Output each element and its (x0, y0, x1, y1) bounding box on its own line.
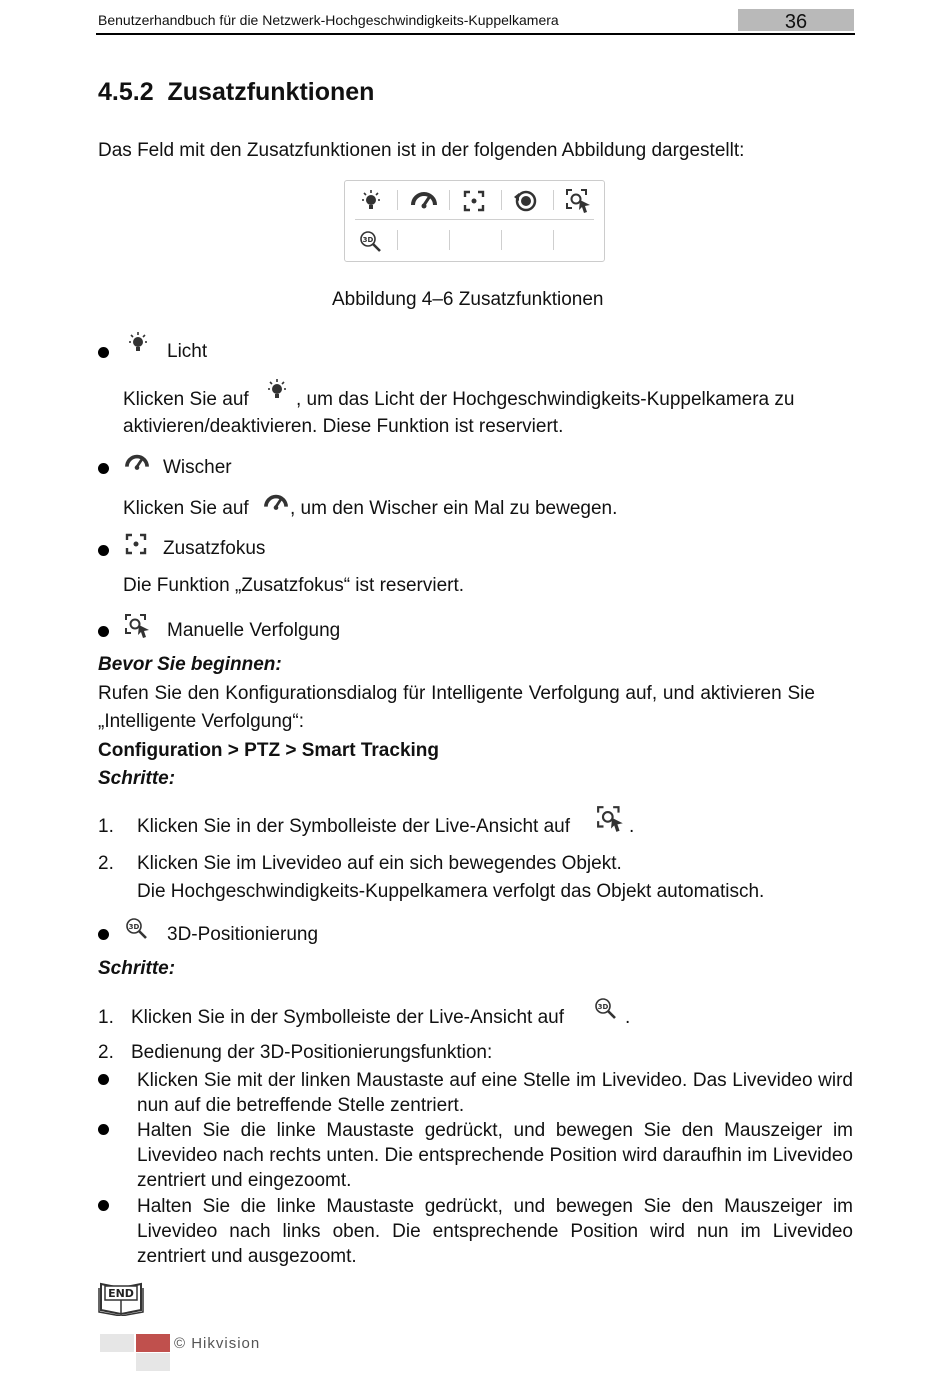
footer-copyright: © Hikvision (174, 1335, 261, 1352)
wischer-text-before: Klicken Sie auf (123, 498, 249, 519)
page-number: 36 (784, 11, 808, 33)
light-icon (126, 331, 150, 355)
footer-decoration (136, 1334, 170, 1352)
footer-decoration (100, 1334, 134, 1352)
figure-caption: Abbildung 4–6 Zusatzfunktionen (332, 289, 604, 310)
svg-text:END: END (108, 1287, 134, 1300)
bullet (98, 1074, 109, 1085)
step-text: Klicken Sie im Livevideo auf ein sich bewegendes Objekt. (137, 853, 622, 874)
light-icon[interactable] (359, 189, 383, 213)
licht-text-after: , um das Licht der Hochgeschwindigkeits-Kuppelkamera zu (296, 389, 795, 410)
before-text-line1: Rufen Sie den Konfigurationsdialog für Intelligente Verfolgung auf, und aktivieren Sie (98, 683, 815, 704)
section-number: 4.5.2 (98, 78, 154, 106)
step-text: Klicken Sie in der Symbolleiste der Live-Ansicht auf (131, 1007, 564, 1028)
section-title: Zusatzfunktionen (167, 78, 375, 106)
step-text: Klicken Sie in der Symbolleiste der Live-Ansicht auf (137, 816, 570, 837)
step-end: . (629, 816, 635, 837)
bullet (98, 626, 109, 637)
before-text-line2: „Intelligente Verfolgung“: (98, 711, 304, 732)
step-end: . (625, 1007, 631, 1028)
step-number: 1. (98, 1007, 114, 1028)
lens-init-icon[interactable] (512, 188, 538, 214)
bullet (98, 545, 109, 556)
light-icon (265, 378, 289, 402)
section-heading (98, 78, 374, 107)
svg-text:3D: 3D (362, 236, 374, 244)
menu-path: Configuration > PTZ > Smart Tracking (98, 740, 439, 761)
wischer-text-after: , um den Wischer ein Mal zu bewegen. (290, 498, 618, 519)
zusatzfokus-text: Die Funktion „Zusatzfokus“ ist reserviert. (123, 575, 465, 596)
step-number: 2. (98, 1042, 114, 1063)
3d-positioning-icon (125, 917, 149, 941)
step-text: Bedienung der 3D-Positionierungsfunktion: (131, 1042, 493, 1063)
section-intro: Das Feld mit den Zusatzfunktionen ist in der folgenden Abbildung dargestellt: (98, 140, 745, 161)
steps-heading: Schritte: (98, 768, 176, 789)
zusatzfokus-label: Zusatzfokus (163, 538, 266, 559)
bullet (98, 1124, 109, 1135)
wiper-icon[interactable] (411, 189, 437, 213)
before-you-begin-heading: Bevor Sie beginnen: (98, 654, 282, 675)
licht-label: Licht (167, 341, 208, 362)
steps-heading: Schritte: (98, 958, 176, 979)
list-item: Halten Sie die linke Maustaste gedrückt, und bewegen Sie den Mauszeiger im Livevideo nach links oben. Die entsprechende Position wird nun im Livevideo zentriert und ausgezoomt. (137, 1196, 853, 1267)
step-number: 2. (98, 853, 114, 874)
3d-positioning-icon[interactable] (359, 230, 383, 254)
step-text-continued: Die Hochgeschwindigkeits-Kuppelkamera verfolgt das Objekt automatisch. (137, 881, 765, 902)
bullet (98, 929, 109, 940)
3d-positioning-icon (594, 997, 618, 1021)
auxiliary-focus-icon[interactable] (463, 190, 485, 212)
footer-decoration (136, 1353, 170, 1371)
step-number: 1. (98, 816, 114, 837)
manual-tracking-icon (124, 613, 152, 639)
svg-text:3D: 3D (597, 1003, 609, 1011)
bullet (98, 463, 109, 474)
manual-tracking-icon (596, 805, 626, 833)
licht-text-line2: aktivieren/deaktivieren. Diese Funktion ist reserviert. (123, 416, 564, 437)
bullet (98, 347, 109, 358)
positionierung-label: 3D-Positionierung (167, 924, 319, 945)
running-header: Benutzerhandbuch für die Netzwerk-Hochgeschwindigkeits-Kuppelkamera (98, 12, 559, 28)
verfolgung-label: Manuelle Verfolgung (167, 620, 341, 641)
manual-tracking-icon[interactable] (565, 188, 593, 214)
wiper-icon (124, 452, 150, 474)
wiper-icon (263, 492, 289, 514)
licht-text-before: Klicken Sie auf (123, 389, 249, 410)
svg-text:3D: 3D (128, 923, 140, 931)
wischer-label: Wischer (163, 457, 232, 478)
auxiliary-functions-panel (344, 180, 605, 262)
list-item: Halten Sie die linke Maustaste gedrückt, und bewegen Sie den Mauszeiger im Livevideo nach rechts unten. Die entsprechende Position wird daraufhin im Livevideo zentriert und eingezoomt. (137, 1120, 853, 1191)
header-rule (96, 33, 855, 35)
auxiliary-focus-icon (125, 533, 147, 555)
bullet (98, 1200, 109, 1211)
end-book-icon (98, 1276, 144, 1316)
list-item: Klicken Sie mit der linken Maustaste auf eine Stelle im Livevideo. Das Livevideo wird nun auf die betreffende Stelle zentriert. (137, 1070, 853, 1116)
